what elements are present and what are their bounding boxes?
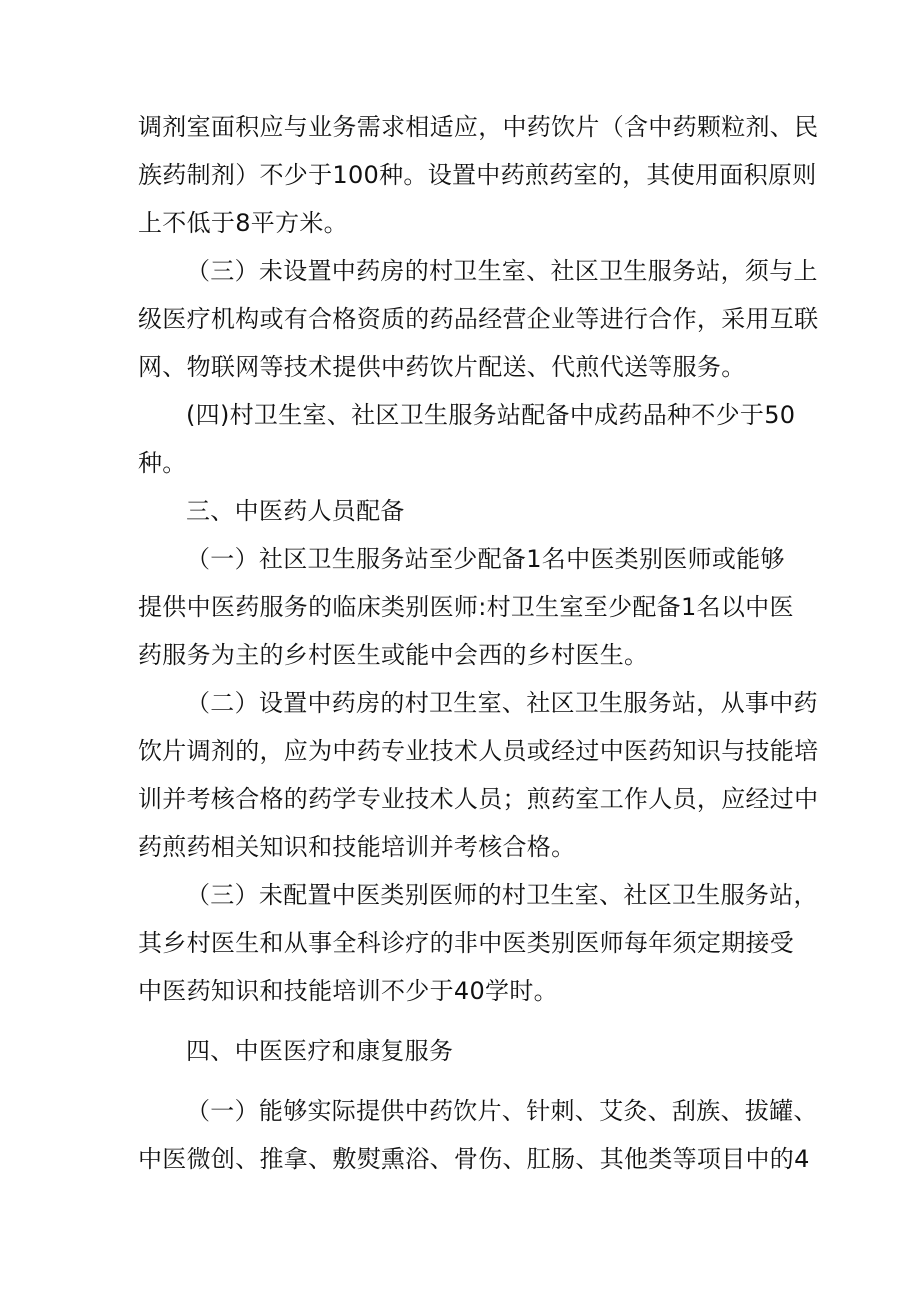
paragraph-start-line: (四)村卫生室、社区卫生服务站配备中成药品种不少于50 [186, 401, 796, 429]
section-heading: 四、中医医疗和康复服务 [186, 1037, 454, 1065]
body-line: 饮片调剂的，应为中药专业技术人员或经过中医药知识与技能培 [138, 737, 819, 765]
paragraph-start-line: （二）设置中药房的村卫生室、社区卫生服务站，从事中药 [186, 689, 818, 717]
body-line: 药服务为主的乡村医生或能中会西的乡村医生。 [138, 641, 649, 669]
body-line: 网、物联网等技术提供中药饮片配送、代煎代送等服务。 [138, 353, 746, 381]
paragraph-start-line: （三）未设置中药房的村卫生室、社区卫生服务站，须与上 [186, 257, 818, 285]
paragraph-start-line: （一）能够实际提供中药饮片、针刺、艾灸、刮族、拔罐、 [186, 1097, 818, 1125]
body-line: 种。 [138, 449, 187, 477]
body-line: 训并考核合格的药学专业技术人员；煎药室工作人员，应经过中 [138, 785, 819, 813]
body-line: 级医疗机构或有合格资质的药品经营企业等进行合作，采用互联 [138, 305, 819, 333]
body-line: 上不低于8平方米。 [138, 209, 348, 237]
body-line: 中医药知识和技能培训不少于40学时。 [138, 977, 558, 1005]
body-line: 其乡村医生和从事全科诊疗的非中医类别医师每年须定期接受 [138, 929, 795, 957]
body-line: 调剂室面积应与业务需求相适应，中药饮片（含中药颗粒剂、民 [138, 113, 819, 141]
body-line: 族药制剂）不少于100种。设置中药煎药室的，其使用面积原则 [138, 161, 817, 189]
paragraph-start-line: （三）未配置中医类别医师的村卫生室、社区卫生服务站， [186, 881, 818, 909]
body-line: 提供中医药服务的临床类别医师:村卫生室至少配备1名以中医 [138, 593, 794, 621]
paragraph-start-line: （一）社区卫生服务站至少配备1名中医类别医师或能够 [186, 545, 785, 573]
body-line: 中医微创、推拿、敷熨熏浴、骨伤、肛肠、其他类等项目中的4 [138, 1145, 810, 1173]
body-line: 药煎药相关知识和技能培训并考核合格。 [138, 833, 576, 861]
section-heading: 三、中医药人员配备 [186, 497, 405, 525]
